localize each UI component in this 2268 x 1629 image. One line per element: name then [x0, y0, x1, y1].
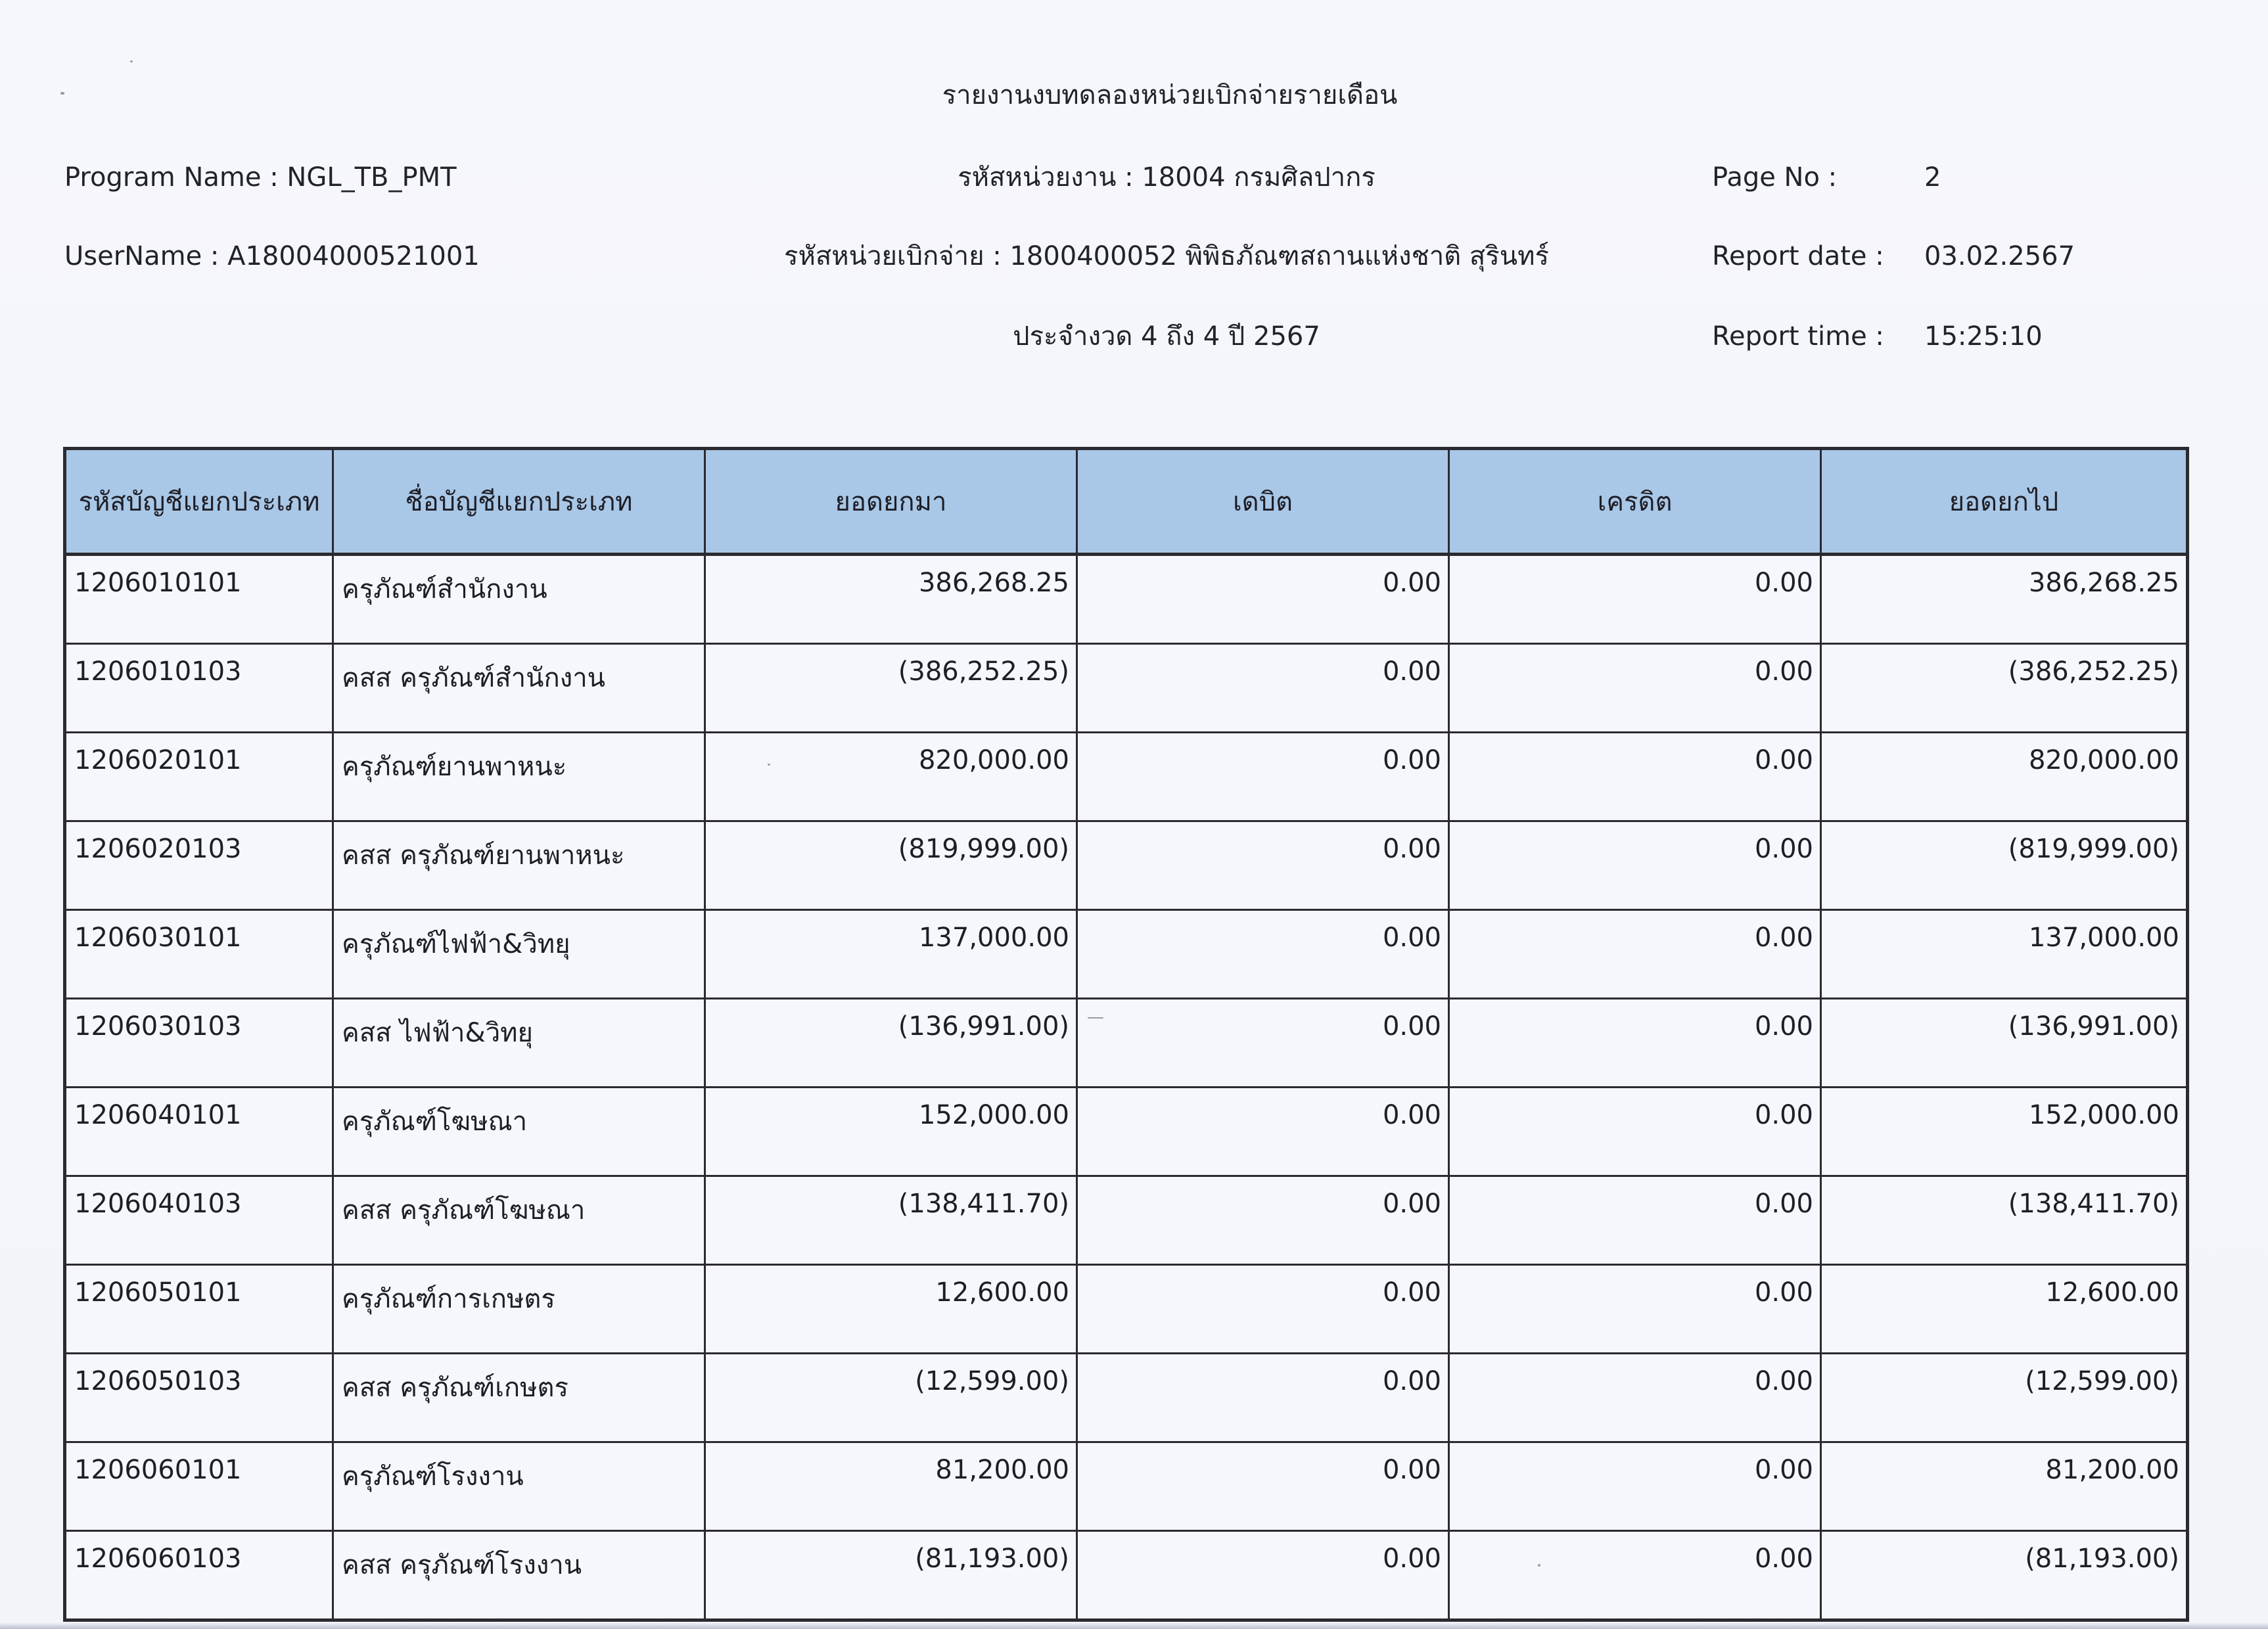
page-no-label: Page No :: [1712, 162, 1838, 193]
credit: 0.00: [1449, 555, 1821, 644]
carried-forward: (81,193.00): [1821, 1531, 2188, 1620]
carried-forward: 12,600.00: [1821, 1265, 2188, 1354]
account-code: 1206020103: [65, 821, 333, 910]
table-row: [65, 1442, 2188, 1531]
debit: 0.00: [1077, 1176, 1449, 1265]
credit: 0.00: [1449, 910, 1821, 999]
account-name: คสส ไฟฟ้า&วิทยุ: [333, 999, 705, 1088]
account-name: ครุภัณฑ์ยานพาหนะ: [333, 733, 705, 821]
carried-forward: 81,200.00: [1821, 1442, 2188, 1531]
brought-forward: 386,268.25: [705, 555, 1077, 644]
header-credit: เครดิต: [1449, 449, 1821, 555]
carried-forward: (138,411.70): [1821, 1176, 2188, 1265]
debit: 0.00: [1077, 1531, 1449, 1620]
debit: 0.00: [1077, 555, 1449, 644]
credit: 0.00: [1449, 1354, 1821, 1442]
report-date-label: Report date :: [1712, 241, 1884, 271]
account-code: 1206060103: [65, 1531, 333, 1620]
debit: 0.00: [1077, 733, 1449, 821]
brought-forward: 152,000.00: [705, 1088, 1077, 1176]
report-period: ประจำงวด 4 ถึง 4 ปี 2567: [1013, 321, 1320, 352]
credit: 0.00: [1449, 733, 1821, 821]
table-row: [65, 910, 2188, 999]
table-header-row: [65, 449, 2188, 555]
carried-forward: 137,000.00: [1821, 910, 2188, 999]
table-row: [65, 821, 2188, 910]
debit: 0.00: [1077, 910, 1449, 999]
credit: 0.00: [1449, 644, 1821, 733]
carried-forward: 820,000.00: [1821, 733, 2188, 821]
trial-balance-table: [63, 447, 2189, 1622]
account-name: ครุภัณฑ์ไฟฟ้า&วิทยุ: [333, 910, 705, 999]
table-row: [65, 999, 2188, 1088]
scan-speck: [130, 60, 133, 62]
credit: 0.00: [1449, 1442, 1821, 1531]
program-name: Program Name : NGL_TB_PMT: [64, 162, 457, 193]
header-brought-forward: ยอดยกมา: [705, 449, 1077, 555]
scan-speck: [60, 92, 64, 95]
account-name: คสส ครุภัณฑ์ยานพาหนะ: [333, 821, 705, 910]
account-name: ครุภัณฑ์สำนักงาน: [333, 555, 705, 644]
carried-forward: (819,999.00): [1821, 821, 2188, 910]
brought-forward: (819,999.00): [705, 821, 1077, 910]
report-title: รายงานงบทดลองหน่วยเบิกจ่ายรายเดือน: [942, 80, 1398, 110]
table-row: [65, 1531, 2188, 1620]
account-code: 1206060101: [65, 1442, 333, 1531]
report-time-value: 15:25:10: [1924, 321, 2043, 352]
account-name: ครุภัณฑ์การเกษตร: [333, 1265, 705, 1354]
account-name: คสส ครุภัณฑ์โรงงาน: [333, 1531, 705, 1620]
credit: 0.00: [1449, 999, 1821, 1088]
header-account-name: ชื่อบัญชีแยกประเภท: [333, 449, 705, 555]
header-debit: เดบิต: [1077, 449, 1449, 555]
user-name: UserName : A18004000521001: [64, 241, 480, 271]
account-code: 1206030103: [65, 999, 333, 1088]
debit: 0.00: [1077, 644, 1449, 733]
account-name: คสส ครุภัณฑ์โฆษณา: [333, 1176, 705, 1265]
brought-forward: (386,252.25): [705, 644, 1077, 733]
account-code: 1206010101: [65, 555, 333, 644]
header-carried-forward: ยอดยกไป: [1821, 449, 2188, 555]
debit: 0.00: [1077, 1088, 1449, 1176]
debit: 0.00: [1077, 999, 1449, 1088]
account-code: 1206010103: [65, 644, 333, 733]
account-name: คสส ครุภัณฑ์สำนักงาน: [333, 644, 705, 733]
brought-forward: (12,599.00): [705, 1354, 1077, 1442]
scan-speck: [768, 764, 770, 766]
table-row: [65, 733, 2188, 821]
carried-forward: 386,268.25: [1821, 555, 2188, 644]
agency-code: รหัสหน่วยงาน : 18004 กรมศิลปากร: [958, 162, 1376, 193]
debit: 0.00: [1077, 1265, 1449, 1354]
header-account-code: รหัสบัญชีแยกประเภท: [65, 449, 333, 555]
table-row: [65, 555, 2188, 644]
report-date-value: 03.02.2567: [1924, 241, 2075, 271]
carried-forward: (136,991.00): [1821, 999, 2188, 1088]
brought-forward: 820,000.00: [705, 733, 1077, 821]
debit: 0.00: [1077, 821, 1449, 910]
brought-forward: (81,193.00): [705, 1531, 1077, 1620]
credit: 0.00: [1449, 1265, 1821, 1354]
brought-forward: 137,000.00: [705, 910, 1077, 999]
table-row: [65, 1176, 2188, 1265]
carried-forward: 152,000.00: [1821, 1088, 2188, 1176]
brought-forward: (138,411.70): [705, 1176, 1077, 1265]
debit: 0.00: [1077, 1442, 1449, 1531]
table-row: [65, 644, 2188, 733]
scan-speck: [1088, 1017, 1103, 1019]
credit: 0.00: [1449, 1176, 1821, 1265]
table-row: [65, 1354, 2188, 1442]
carried-forward: (386,252.25): [1821, 644, 2188, 733]
carried-forward: (12,599.00): [1821, 1354, 2188, 1442]
account-code: 1206050101: [65, 1265, 333, 1354]
debit: 0.00: [1077, 1354, 1449, 1442]
credit: 0.00: [1449, 1088, 1821, 1176]
credit: 0.00: [1449, 1531, 1821, 1620]
brought-forward: (136,991.00): [705, 999, 1077, 1088]
table-row: [65, 1088, 2188, 1176]
account-code: 1206050103: [65, 1354, 333, 1442]
report-time-label: Report time :: [1712, 321, 1884, 352]
account-name: คสส ครุภัณฑ์เกษตร: [333, 1354, 705, 1442]
credit: 0.00: [1449, 821, 1821, 910]
table-row: [65, 1265, 2188, 1354]
scan-bottom-edge: [0, 1622, 2268, 1629]
account-code: 1206030101: [65, 910, 333, 999]
brought-forward: 12,600.00: [705, 1265, 1077, 1354]
account-name: ครุภัณฑ์โฆษณา: [333, 1088, 705, 1176]
scan-speck: [1538, 1564, 1540, 1567]
brought-forward: 81,200.00: [705, 1442, 1077, 1531]
account-code: 1206040101: [65, 1088, 333, 1176]
account-code: 1206020101: [65, 733, 333, 821]
disbursement-unit: รหัสหน่วยเบิกจ่าย : 1800400052 พิพิธภัณฑสถานแห่งชาติ สุรินทร์: [784, 241, 1549, 271]
page-no-value: 2: [1924, 162, 1941, 193]
account-code: 1206040103: [65, 1176, 333, 1265]
account-name: ครุภัณฑ์โรงงาน: [333, 1442, 705, 1531]
